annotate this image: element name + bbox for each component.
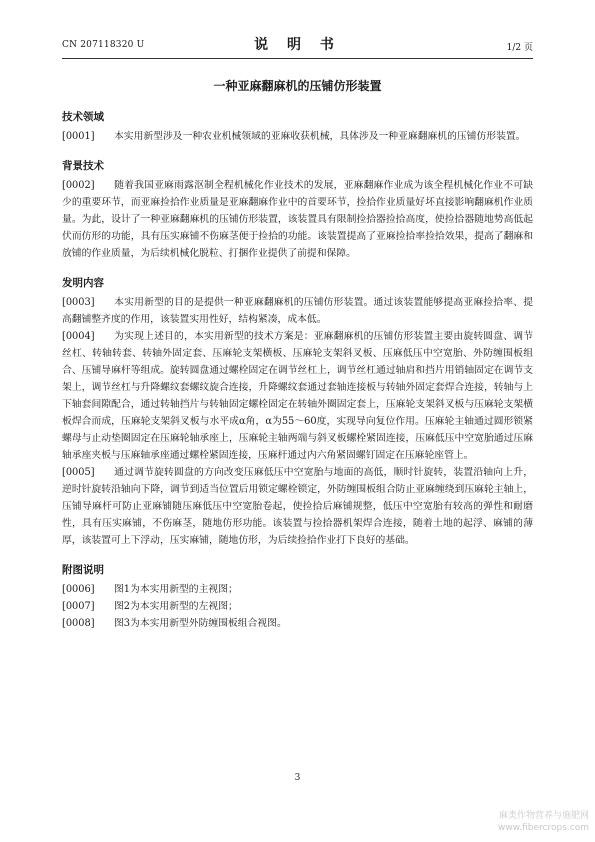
paragraph-number: [0001] xyxy=(62,131,95,142)
paragraph xyxy=(62,328,533,464)
section-heading: 技术领域 xyxy=(62,111,104,123)
section xyxy=(62,274,533,549)
paragraph xyxy=(62,581,533,598)
section xyxy=(62,157,533,262)
doc-type-title: 说 明 书 xyxy=(254,37,341,53)
document-title: 一种亚麻翻麻机的压铺仿形装置 xyxy=(213,79,382,93)
paragraph xyxy=(62,464,533,549)
site-watermark xyxy=(498,810,589,834)
paragraph-text: 为实现上述目的，本实用新型的技术方案是：亚麻翻麻机的压铺仿形装置主要由旋转圆盘、调节丝杠、转轴转套、转轴外固定套、压麻轮支架横板、压麻轮支架斜叉板、压麻低压中空宽胎、外防缠围板组合、压铺导麻杆等组成。旋转圆盘通过螺栓固定在调节丝杠上，调节丝杠通过轴肩和挡片用销轴固定在调节支架上，调节丝杠与升降螺纹套螺纹旋合连接，升降螺纹套通过套轴连接板与转轴外固定套焊合连接，转轴与上下轴套间隙配合，通过转轴挡片与转轴固定螺栓固定在转轴外圈固定套上，压麻轮支架斜叉板与压麻轮支架横板焊合而成，压麻轮支架斜叉板与水平成α角，α为55～60度，实现导向复位作用。压麻轮主轴通过圆形锁紧螺母与止动垫圈固定在压麻轮轴承座上，压麻轮主轴两端与斜叉板螺栓紧固连接，压麻低压中空宽胎通过压麻轴承座夹板与压麻轴承座通过螺栓紧固连接，压麻杆通过内六角紧固螺钉固定在压麻轮座管上。 xyxy=(62,331,533,461)
paragraph-text: 图1为本实用新型的主视图； xyxy=(114,584,238,595)
paragraph-number: [0004] xyxy=(62,331,95,342)
section-heading: 发明内容 xyxy=(62,277,104,289)
paragraph-number: [0006] xyxy=(62,584,95,595)
paragraph-text: 图2为本实用新型的左视图； xyxy=(114,601,238,612)
section-heading: 附图说明 xyxy=(62,564,104,576)
paragraph xyxy=(62,128,533,145)
paragraph-text: 随着我国亚麻雨露沤制全程机械化作业技术的发展，亚麻翻麻作业成为该全程机械化作业不可缺少的重要环节，而亚麻捡拾作业质量是亚麻翻麻作业中的首要环节，捡拾作业质量好坏直接影响翻麻机作业质量。为此，设计了一种亚麻翻麻机的压铺仿形装置，该装置具有限制捡拾器捡拾高度，使捡拾器随地势高低起伏而仿形的功能，具有压实麻铺不伤麻茎便于捡拾的功能。该装置提高了亚麻捡拾率捡拾效果，提高了翻麻和放铺的作业质量，为后续机械化脱粒、打捆作业提供了前提和保障。 xyxy=(62,180,533,259)
paragraph xyxy=(62,598,533,615)
section xyxy=(62,561,533,632)
paragraph-number: [0002] xyxy=(62,180,95,191)
paragraph-text: 图3为本实用新型外防缠围板组合视图。 xyxy=(114,618,287,629)
page-of-indicator: 1/2 页 xyxy=(506,43,533,53)
page-number: 3 xyxy=(294,773,301,783)
page-header xyxy=(62,34,533,56)
watermark-name: 麻类作物营养与施肥网 xyxy=(498,811,589,821)
section-heading: 背景技术 xyxy=(62,160,104,172)
section xyxy=(62,108,533,145)
paragraph-number: [0003] xyxy=(62,297,95,308)
paragraph xyxy=(62,615,533,632)
watermark-url: www.fibercrops.com xyxy=(498,823,589,833)
paragraph-text: 本实用新型涉及一种农业机械领域的亚麻收获机械，具体涉及一种亚麻翻麻机的压铺仿形装置。 xyxy=(114,131,526,142)
paragraph-number: [0007] xyxy=(62,601,95,612)
paragraph-number: [0008] xyxy=(62,618,95,629)
paragraph-text: 本实用新型的目的是提供一种亚麻翻麻机的压铺仿形装置。通过该装置能够提高亚麻捡拾率、提高翻铺整齐度的作用，该装置实用性好，结构紧凑，成本低。 xyxy=(62,297,533,325)
paragraph xyxy=(62,177,533,262)
document-body xyxy=(62,108,533,644)
header-divider xyxy=(62,58,533,59)
paragraph xyxy=(62,294,533,328)
paragraph-number: [0005] xyxy=(62,467,95,478)
paragraph-text: 通过调节旋转圆盘的方向改变压麻低压中空宽胎与地面的高低，顺时针旋转，装置沿轴向上升，逆时针旋转沿轴向下降，调节到适当位置后用锁定螺栓锁定，外防缠围板组合防止亚麻缠绕到压麻轮主轴上，压铺导麻杆可防止亚麻铺随压麻低压中空宽胎卷起，使捡拾后麻铺规整，低压中空宽胎有较高的弹性和耐磨性，具有压实麻铺，不伤麻茎，随地仿形功能。该装置与捡拾器机架焊合连接，随着土地的起浮、麻铺的薄厚，该装置可上下浮动，压实麻铺，随地仿形，为后续捡拾作业打下良好的基础。 xyxy=(62,467,533,546)
patent-number: CN 207118320 U xyxy=(62,40,145,50)
